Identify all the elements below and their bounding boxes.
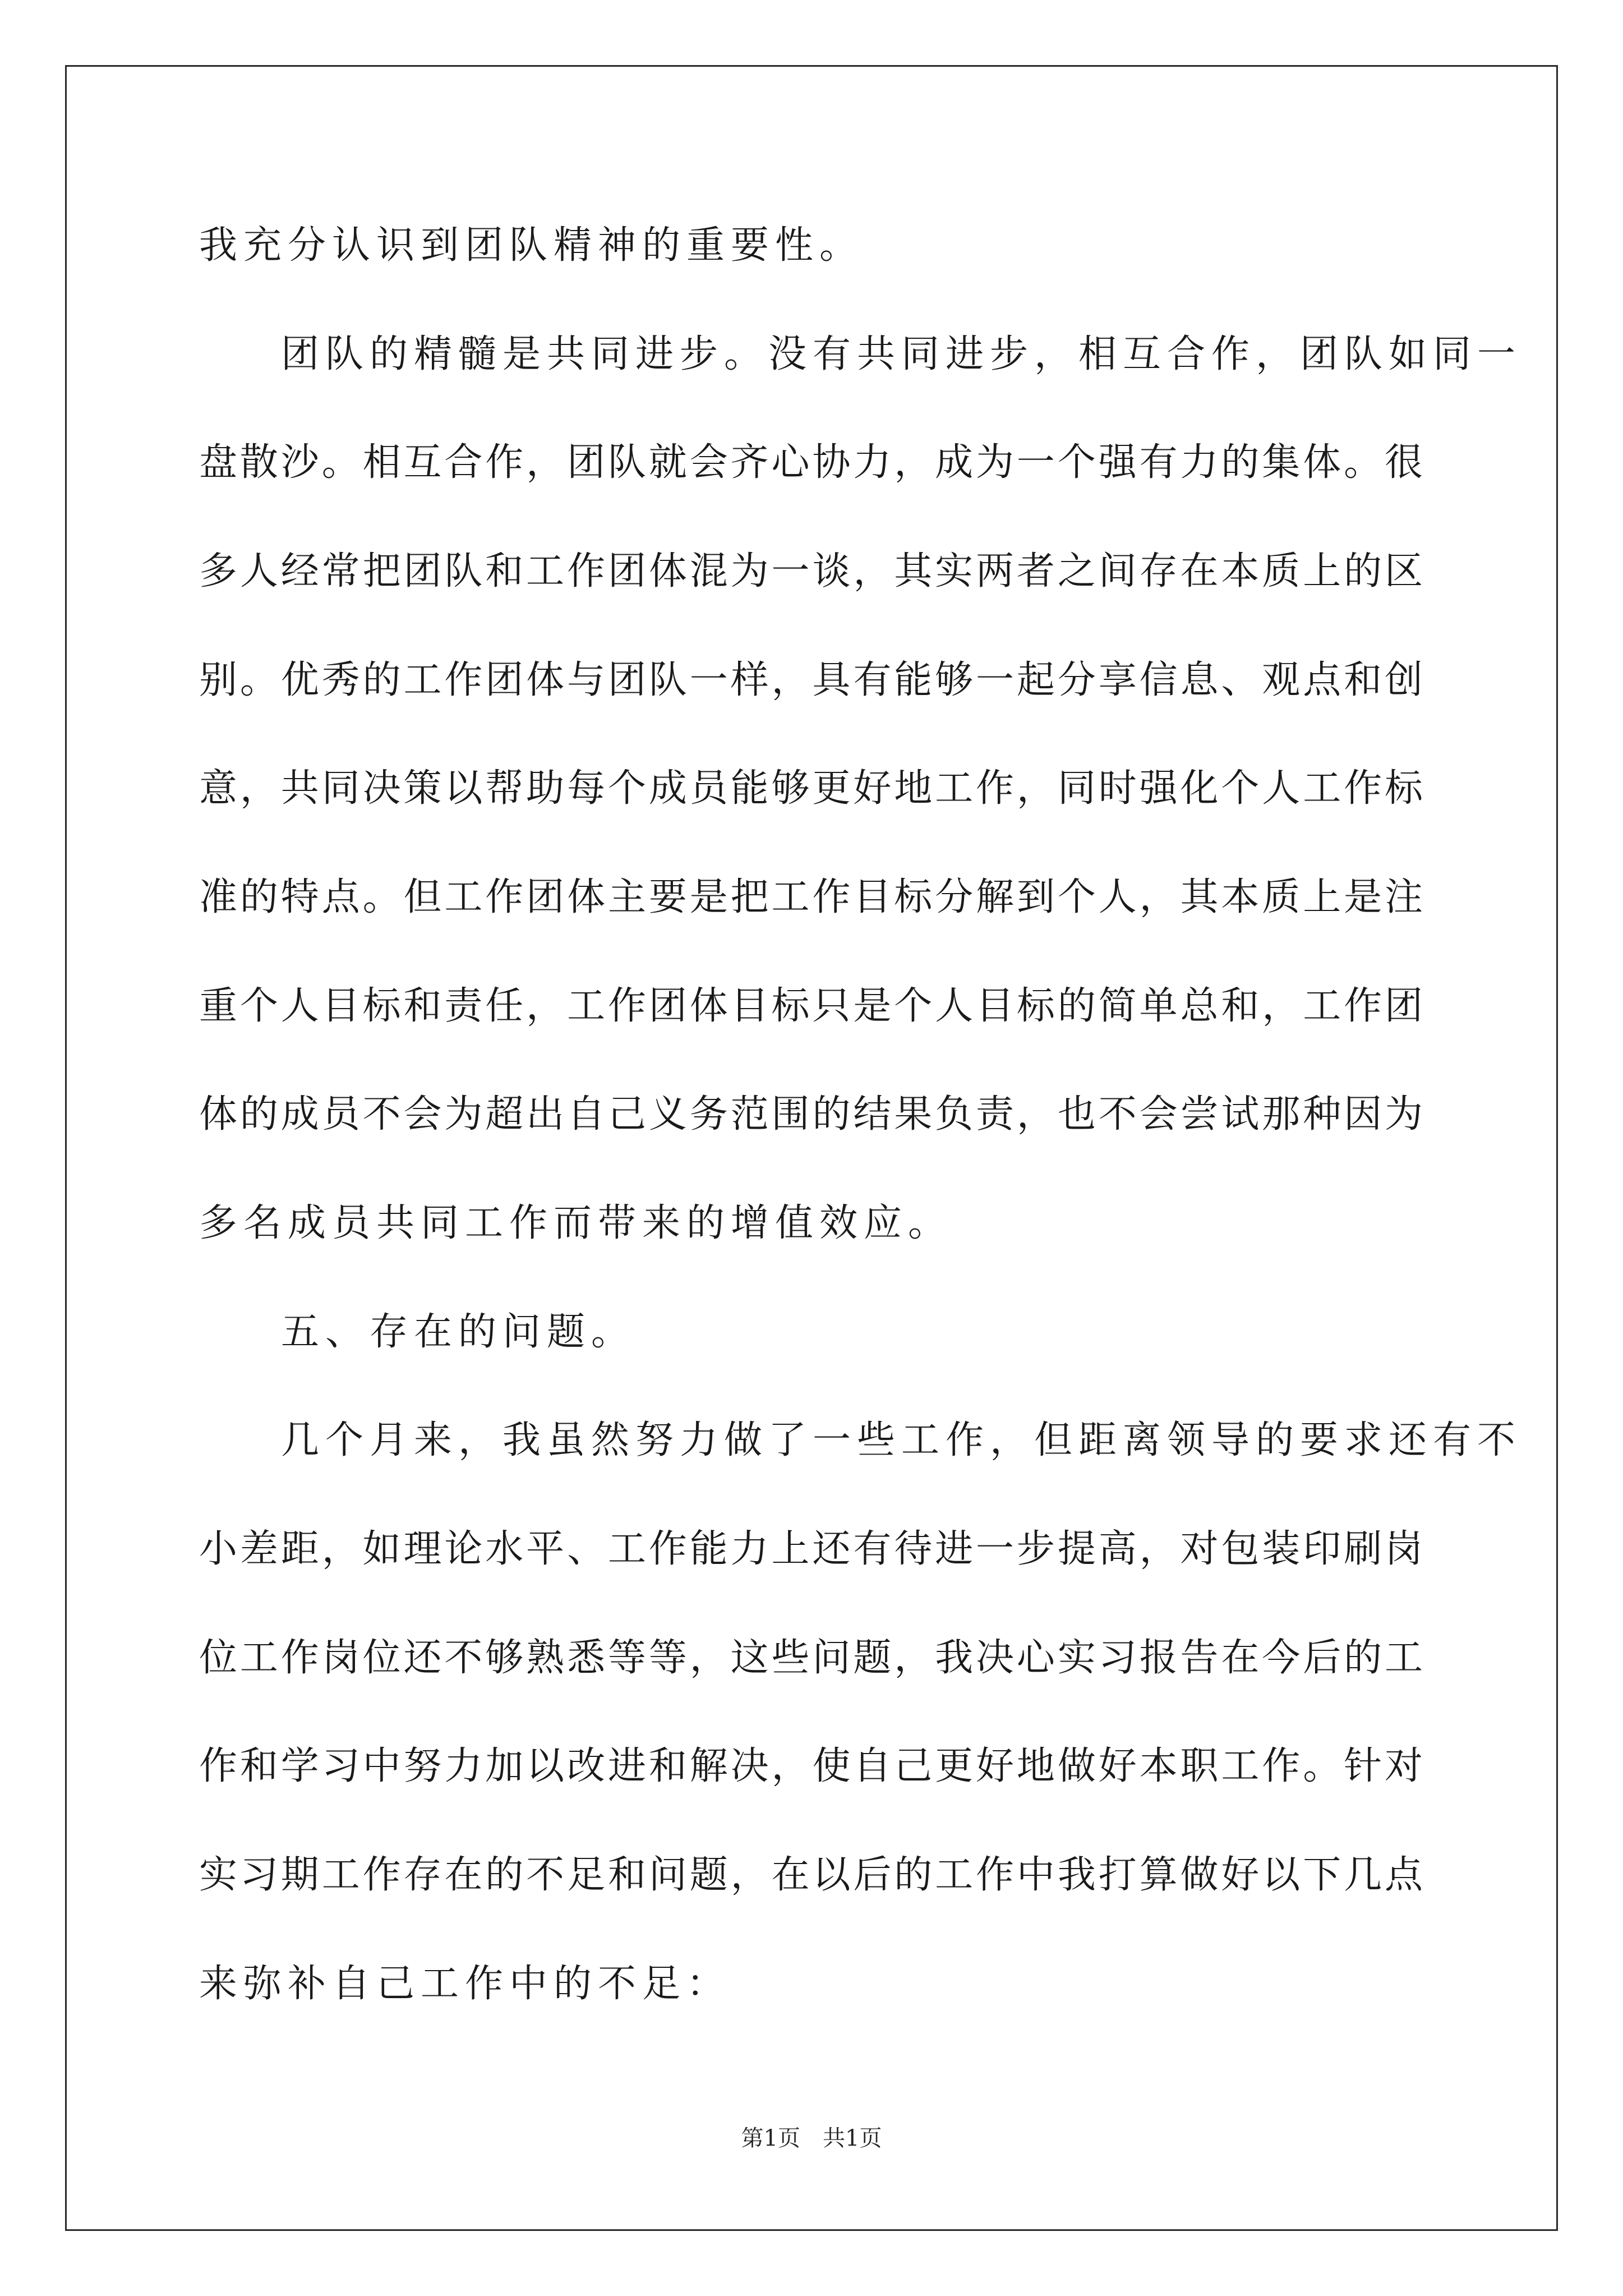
paragraph-first-line: 团队的精髓是共同进步。没有共同进步，相互合作，团队如同一	[281, 332, 1522, 376]
text-line: 位工作岗位还不够熟悉等等，这些问题，我决心实习报告在今后的工	[199, 1636, 1423, 1680]
text-line: 体的成员不会为超出自己义务范围的结果负责，也不会尝试那种因为	[199, 1092, 1423, 1137]
page-number: 第1页	[741, 2125, 800, 2151]
text-line: 来弥补自己工作中的不足：	[199, 1962, 731, 2006]
text-line: 小差距，如理论水平、工作能力上还有待进一步提高，对包装印刷岗	[199, 1527, 1423, 1571]
text-line: 作和学习中努力加以改进和解决，使自己更好地做好本职工作。针对	[199, 1744, 1423, 1788]
text-line: 盘散沙。相互合作，团队就会齐心协力，成为一个强有力的集体。很	[199, 440, 1423, 485]
text-line: 多名成员共同工作而带来的增值效应。	[199, 1201, 953, 1245]
page-footer	[0, 2122, 1623, 2155]
page-total: 共1页	[823, 2125, 882, 2151]
text-line: 别。优秀的工作团体与团队一样，具有能够一起分享信息、观点和创	[199, 658, 1423, 702]
text-line: 重个人目标和责任，工作团体目标只是个人目标的简单总和，工作团	[199, 984, 1423, 1028]
section-heading: 五、存在的问题。	[281, 1310, 636, 1354]
text-line: 多人经常把团队和工作团体混为一谈，其实两者之间存在本质上的区	[199, 549, 1423, 593]
paragraph-first-line: 几个月来，我虽然努力做了一些工作，但距离领导的要求还有不	[281, 1418, 1522, 1462]
text-line: 实习期工作存在的不足和问题，在以后的工作中我打算做好以下几点	[199, 1853, 1423, 1897]
text-line: 我充分认识到团队精神的重要性。	[199, 223, 864, 268]
text-line: 意，共同决策以帮助每个成员能够更好地工作，同时强化个人工作标	[199, 766, 1423, 811]
text-line: 准的特点。但工作团体主要是把工作目标分解到个人，其本质上是注	[199, 875, 1423, 919]
